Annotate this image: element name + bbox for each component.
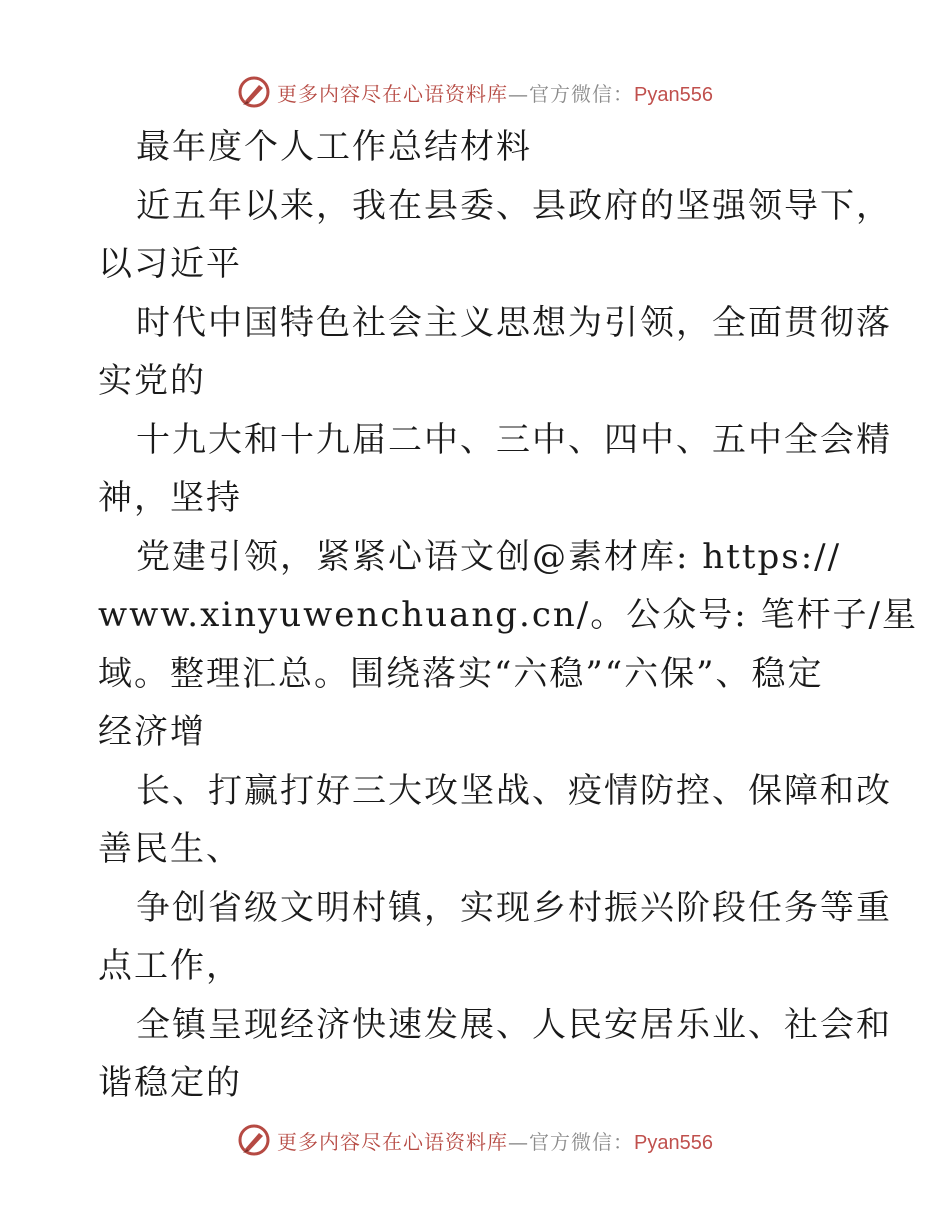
document-body [98, 118, 918, 1113]
paragraph-line: 时代中国特色社会主义思想为引领，全面贯彻落 [136, 302, 892, 343]
banner-dash: — [508, 81, 530, 106]
paragraph-line: 域。整理汇总。围绕落实“六稳”“六保”、稳定 [98, 653, 824, 694]
banner-brand: 更多内容尽在心语资料库 [277, 81, 509, 106]
paragraph-line: 善民生、 [98, 829, 242, 869]
footer-watermark-banner [0, 1120, 950, 1160]
pen-logo-icon [237, 75, 271, 109]
paragraph-line: 党建引领，紧紧心语文创@素材库: https:// [136, 536, 842, 577]
banner-text [277, 78, 713, 107]
banner-text [277, 1126, 713, 1155]
banner-wechat-id: Pyan556 [634, 83, 713, 106]
paragraph-line: 近五年以来，我在县委、县政府的坚强领导下， [136, 185, 892, 226]
paragraph-line: 以习近平 [98, 244, 242, 284]
pen-logo-icon [237, 1123, 271, 1157]
banner-wechat-id: Pyan556 [634, 1131, 713, 1154]
banner-dash: — [508, 1129, 530, 1154]
paragraph-line: 实党的 [98, 361, 206, 401]
header-watermark-banner [0, 72, 950, 112]
paragraph-line: 经济增 [98, 712, 206, 752]
paragraph-line: 点工作， [98, 946, 242, 986]
paragraph-line: 神，坚持 [98, 478, 242, 518]
banner-official-label: 官方微信： [529, 1129, 635, 1154]
banner-official-label: 官方微信： [529, 81, 635, 106]
paragraph-line: 长、打赢打好三大攻坚战、疫情防控、保障和改 [136, 770, 892, 811]
paragraph-line: 争创省级文明村镇，实现乡村振兴阶段任务等重 [136, 887, 892, 928]
paragraph-line: www.xinyuwenchuang.cn/。公众号: 笔杆子/星 [98, 595, 918, 635]
paragraph-line: 全镇呈现经济快速发展、人民安居乐业、社会和 [136, 1004, 892, 1045]
banner-brand: 更多内容尽在心语资料库 [277, 1129, 509, 1154]
paragraph-line: 十九大和十九届二中、三中、四中、五中全会精 [136, 419, 892, 460]
document-title: 最年度个人工作总结材料 [136, 127, 532, 167]
paragraph-line: 谐稳定的 [98, 1063, 242, 1103]
